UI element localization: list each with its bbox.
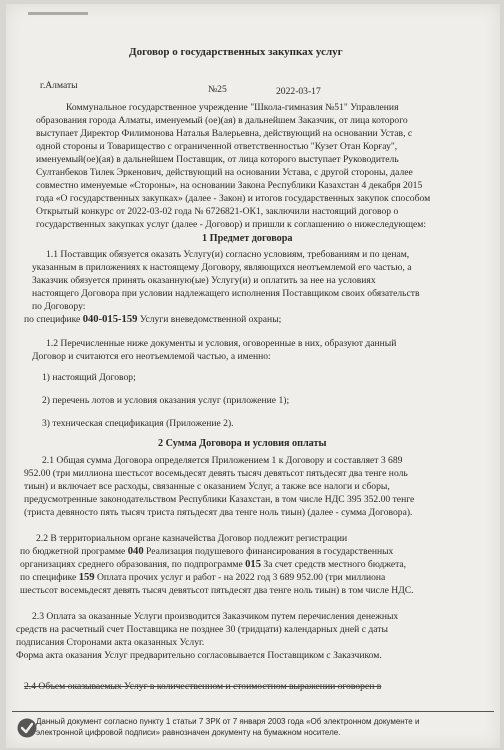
clause-2-2-line: [20, 559, 406, 571]
budget-program-name: Реализация подушевого финансирования в государственных: [146, 546, 394, 557]
specific-prefix: по специфике: [24, 314, 81, 325]
specific-code: 040-015-159: [82, 314, 138, 325]
specific-code: 159: [78, 572, 95, 583]
contract-date: 2022-03-17: [276, 86, 321, 97]
clause-2-4-line: 2.4 Объем оказываемых Услуг в количественном и стоимостном выражении оговорен в: [24, 681, 382, 692]
contract-number: №25: [208, 84, 227, 95]
subprogram-name: За счет средств местного бюджета,: [263, 559, 407, 570]
budget-program-prefix: по бюджетной программе: [20, 546, 126, 557]
footer-divider: [12, 711, 494, 712]
specific-description: Оплата прочих услуг и работ - на 2022 год 3 689 952.00 (три миллиона: [96, 572, 386, 583]
subprogram-code: 015: [245, 559, 262, 570]
clause-2-1-line: (триста девяносто пять тысяч триста пятьдесят два тенге ноль тиын) (далее - сумма Договора).: [24, 507, 413, 518]
clause-2-3-line: подписания Сторонами акта оказанных Услуг.: [16, 637, 205, 648]
preamble-line: образования города Алматы, именуемый (ое)(ая) в дальнейшем Заказчик, от лица которого: [36, 115, 408, 126]
budget-program-code: 040: [127, 546, 144, 557]
specific-line: [24, 314, 281, 326]
preamble-line: Султанбеков Тилек Эркенович, действующий на основании Устава, с другой стороны, далее: [36, 167, 413, 178]
preamble-line: Коммунальное государственное учреждение "Школа-гимназия №51" Управления: [66, 102, 399, 113]
specific-description: Услуги вневедомственной охраны;: [139, 314, 282, 325]
clause-2-2-line: шестьсот восемьдесят девять тысяч девятьсот пятьдесят два тенге ноль тиын) в том числе НДС.: [20, 585, 414, 596]
preamble-line: совместно именуемые «Стороны», на основании Закона Республики Казахстан 4 декабря 2015: [36, 180, 423, 191]
city: г.Алматы: [40, 80, 78, 91]
document-page: [6, 4, 500, 748]
document-stamp-icon: [16, 717, 38, 739]
preamble-line: одной стороны и Товарищество с ограниченной ответственностью "Кузет Отан Корғау",: [36, 141, 398, 152]
clause-2-3-line: средств на расчетный счет Поставщика не позднее 30 (тридцати) календарных дней с даты: [16, 624, 388, 635]
clause-1-1-line: 1.1 Поставщик обязуется оказать Услугу(и) согласно условиям, требованиям и по ценам,: [46, 249, 410, 260]
section-2-title: 2 Сумма Договора и условия оплаты: [158, 438, 327, 449]
clause-2-3-line: Форма акта оказания Услуг предварительно согласовывается Поставщиком с Заказчиком.: [16, 650, 382, 661]
list-item: 3) техническая спецификация (Приложение 2).: [42, 418, 234, 429]
clause-1-2-line: 1.2 Перечисленные ниже документы и условия, оговоренные в них, образуют данный: [46, 338, 397, 349]
list-item: 2) перечень лотов и условия оказания услуг (приложение 1);: [42, 395, 290, 406]
clause-1-1-line: указанным в приложениях к настоящему Договору, являющихся неотъемлемой его частью, а: [32, 262, 412, 273]
clause-2-1-line: 952.00 (три миллиона шестьсот восемьдесят девять тысяч девятьсот пятьдесят два тенге ноль: [24, 468, 408, 479]
preamble-line: выступает Директор Филимонова Наталья Валерьевна, действующий на основании Устав, с: [36, 128, 413, 139]
preamble-line: Открытый конкурс от 2022-03-02 года № 6726821-ОК1, заключили настоящий договор о: [36, 206, 399, 217]
list-item: 1) настоящий Договор;: [42, 372, 136, 383]
subprogram-prefix: организациях среднего образования, по подпрограмме: [20, 559, 243, 570]
clause-2-2-line: [20, 572, 385, 584]
clause-2-1-line: 2.1 Общая сумма Договора определяется Приложением 1 к Договору и составляет 3 689: [42, 455, 403, 466]
specific-prefix: по специфике: [20, 572, 77, 583]
footer-line: Данный документ согласно пункту 1 статьи 7 ЗРК от 7 января 2003 года «Об электронном документе и: [36, 717, 420, 726]
clause-2-1-line: тиын) и включает все расходы, связанные с оказанием Услуг, а также все налоги и сборы,: [24, 481, 390, 492]
preamble-line: года «О государственных закупках» (далее - Закон) и итогов государственных закупок способом: [36, 193, 431, 204]
preamble-line: именуемый(ое)(ая) в дальнейшем Поставщик, от лица которого выступает Руководитель: [36, 154, 399, 165]
clause-1-1-line: по Договору:: [32, 301, 86, 312]
clause-2-2-line: 2.2 В территориальном органе казначейства Договор подлежит регистрации: [36, 533, 348, 544]
clause-1-2-line: Договор и считаются его неотъемлемой частью, а именно:: [32, 351, 271, 362]
clause-1-1-line: настоящего Договора при условии надлежащего исполнения Поставщиком своих обязательств: [32, 288, 420, 299]
clause-2-2-line: [20, 546, 393, 558]
document-title: Договор о государственных закупках услуг: [129, 46, 343, 58]
footer-line: электронной цифровой подписи» равнозначен документу на бумажном носителе.: [36, 728, 341, 737]
clause-1-1-line: Заказчик обязуется принять оказанную(ые) Услугу(и) и оплатить за нее на условиях: [32, 275, 376, 286]
preamble-line: государственных закупках услуг (далее - Договор) и пришли к соглашению о нижеследующем:: [36, 219, 426, 230]
section-1-title: 1 Предмет договора: [202, 233, 293, 244]
clause-2-3-line: 2.3 Оплата за оказанные Услуги производится Заказчиком путем перечисления денежных: [32, 611, 399, 622]
scan-mark: [28, 12, 88, 15]
clause-2-1-line: предусмотренные законодательством Республики Казахстан, в том числе НДС 395 352.00 тенге: [24, 494, 415, 505]
